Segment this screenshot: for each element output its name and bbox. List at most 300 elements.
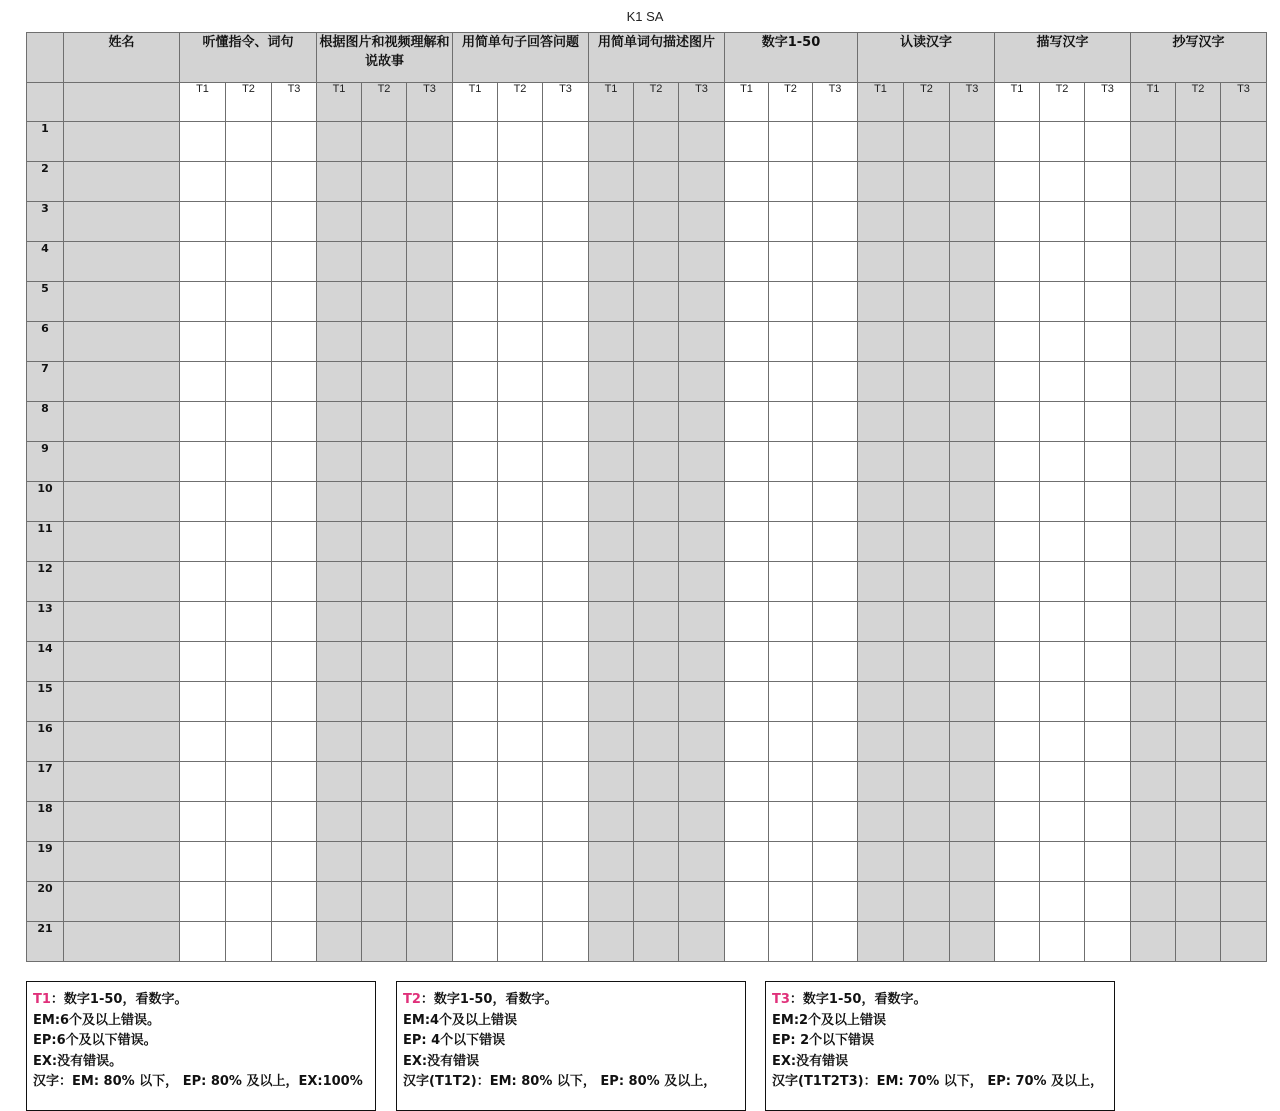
score-cell[interactable] (180, 202, 226, 242)
score-cell[interactable] (407, 122, 453, 162)
score-cell[interactable] (453, 802, 498, 842)
score-cell[interactable] (995, 282, 1040, 322)
score-cell[interactable] (1085, 242, 1131, 282)
score-cell[interactable] (226, 682, 272, 722)
score-cell[interactable] (407, 482, 453, 522)
score-cell[interactable] (180, 642, 226, 682)
score-cell[interactable] (317, 442, 362, 482)
score-cell[interactable] (498, 162, 543, 202)
score-cell[interactable] (904, 482, 950, 522)
score-cell[interactable] (769, 842, 813, 882)
score-cell[interactable] (543, 362, 589, 402)
student-name-cell[interactable] (64, 922, 180, 962)
score-cell[interactable] (407, 282, 453, 322)
score-cell[interactable] (589, 682, 634, 722)
score-cell[interactable] (317, 682, 362, 722)
score-cell[interactable] (725, 882, 769, 922)
score-cell[interactable] (904, 162, 950, 202)
score-cell[interactable] (543, 762, 589, 802)
score-cell[interactable] (1040, 762, 1085, 802)
score-cell[interactable] (543, 922, 589, 962)
score-cell[interactable] (904, 762, 950, 802)
score-cell[interactable] (543, 482, 589, 522)
score-cell[interactable] (813, 202, 858, 242)
score-cell[interactable] (769, 922, 813, 962)
score-cell[interactable] (1040, 322, 1085, 362)
score-cell[interactable] (226, 802, 272, 842)
score-cell[interactable] (1221, 242, 1267, 282)
score-cell[interactable] (589, 442, 634, 482)
score-cell[interactable] (1176, 402, 1221, 442)
score-cell[interactable] (453, 762, 498, 802)
score-cell[interactable] (950, 522, 995, 562)
score-cell[interactable] (589, 922, 634, 962)
score-cell[interactable] (634, 162, 679, 202)
score-cell[interactable] (362, 202, 407, 242)
score-cell[interactable] (1040, 122, 1085, 162)
score-cell[interactable] (1176, 122, 1221, 162)
score-cell[interactable] (995, 722, 1040, 762)
score-cell[interactable] (769, 242, 813, 282)
score-cell[interactable] (362, 242, 407, 282)
score-cell[interactable] (725, 842, 769, 882)
score-cell[interactable] (725, 562, 769, 602)
score-cell[interactable] (1221, 362, 1267, 402)
score-cell[interactable] (858, 602, 904, 642)
score-cell[interactable] (362, 162, 407, 202)
score-cell[interactable] (180, 402, 226, 442)
score-cell[interactable] (362, 282, 407, 322)
score-cell[interactable] (589, 162, 634, 202)
score-cell[interactable] (362, 402, 407, 442)
score-cell[interactable] (589, 282, 634, 322)
score-cell[interactable] (679, 882, 725, 922)
score-cell[interactable] (769, 442, 813, 482)
score-cell[interactable] (498, 442, 543, 482)
score-cell[interactable] (317, 482, 362, 522)
score-cell[interactable] (498, 882, 543, 922)
score-cell[interactable] (1131, 922, 1176, 962)
score-cell[interactable] (1221, 442, 1267, 482)
score-cell[interactable] (813, 282, 858, 322)
score-cell[interactable] (226, 282, 272, 322)
score-cell[interactable] (950, 922, 995, 962)
score-cell[interactable] (226, 202, 272, 242)
score-cell[interactable] (769, 642, 813, 682)
score-cell[interactable] (995, 922, 1040, 962)
score-cell[interactable] (226, 402, 272, 442)
score-cell[interactable] (769, 402, 813, 442)
student-name-cell[interactable] (64, 202, 180, 242)
score-cell[interactable] (498, 202, 543, 242)
score-cell[interactable] (453, 322, 498, 362)
score-cell[interactable] (813, 562, 858, 602)
score-cell[interactable] (1085, 562, 1131, 602)
score-cell[interactable] (407, 722, 453, 762)
score-cell[interactable] (453, 922, 498, 962)
score-cell[interactable] (634, 402, 679, 442)
score-cell[interactable] (362, 642, 407, 682)
score-cell[interactable] (813, 362, 858, 402)
score-cell[interactable] (226, 602, 272, 642)
score-cell[interactable] (813, 242, 858, 282)
score-cell[interactable] (272, 442, 317, 482)
score-cell[interactable] (589, 762, 634, 802)
score-cell[interactable] (543, 642, 589, 682)
student-name-cell[interactable] (64, 682, 180, 722)
score-cell[interactable] (679, 642, 725, 682)
score-cell[interactable] (995, 202, 1040, 242)
score-cell[interactable] (1040, 682, 1085, 722)
score-cell[interactable] (272, 842, 317, 882)
score-cell[interactable] (362, 882, 407, 922)
score-cell[interactable] (362, 682, 407, 722)
score-cell[interactable] (858, 122, 904, 162)
score-cell[interactable] (272, 602, 317, 642)
score-cell[interactable] (725, 322, 769, 362)
score-cell[interactable] (950, 402, 995, 442)
score-cell[interactable] (453, 722, 498, 762)
score-cell[interactable] (634, 362, 679, 402)
score-cell[interactable] (1085, 922, 1131, 962)
score-cell[interactable] (904, 842, 950, 882)
score-cell[interactable] (813, 642, 858, 682)
score-cell[interactable] (1176, 602, 1221, 642)
score-cell[interactable] (407, 362, 453, 402)
score-cell[interactable] (317, 202, 362, 242)
score-cell[interactable] (226, 842, 272, 882)
score-cell[interactable] (769, 682, 813, 722)
score-cell[interactable] (180, 362, 226, 402)
score-cell[interactable] (950, 602, 995, 642)
score-cell[interactable] (950, 842, 995, 882)
score-cell[interactable] (362, 322, 407, 362)
score-cell[interactable] (453, 162, 498, 202)
score-cell[interactable] (317, 922, 362, 962)
score-cell[interactable] (858, 922, 904, 962)
score-cell[interactable] (813, 842, 858, 882)
score-cell[interactable] (904, 122, 950, 162)
score-cell[interactable] (950, 322, 995, 362)
score-cell[interactable] (1131, 482, 1176, 522)
score-cell[interactable] (498, 322, 543, 362)
score-cell[interactable] (725, 602, 769, 642)
score-cell[interactable] (1085, 322, 1131, 362)
score-cell[interactable] (1221, 682, 1267, 722)
score-cell[interactable] (1176, 242, 1221, 282)
score-cell[interactable] (272, 802, 317, 842)
score-cell[interactable] (1085, 522, 1131, 562)
score-cell[interactable] (226, 322, 272, 362)
score-cell[interactable] (769, 162, 813, 202)
score-cell[interactable] (180, 722, 226, 762)
score-cell[interactable] (498, 402, 543, 442)
score-cell[interactable] (362, 762, 407, 802)
score-cell[interactable] (858, 162, 904, 202)
score-cell[interactable] (904, 602, 950, 642)
score-cell[interactable] (317, 362, 362, 402)
score-cell[interactable] (272, 162, 317, 202)
score-cell[interactable] (362, 122, 407, 162)
score-cell[interactable] (904, 322, 950, 362)
score-cell[interactable] (725, 402, 769, 442)
score-cell[interactable] (995, 122, 1040, 162)
score-cell[interactable] (1085, 442, 1131, 482)
score-cell[interactable] (995, 402, 1040, 442)
score-cell[interactable] (180, 282, 226, 322)
score-cell[interactable] (1221, 802, 1267, 842)
score-cell[interactable] (1085, 722, 1131, 762)
score-cell[interactable] (813, 162, 858, 202)
score-cell[interactable] (317, 162, 362, 202)
score-cell[interactable] (498, 842, 543, 882)
score-cell[interactable] (904, 722, 950, 762)
score-cell[interactable] (317, 282, 362, 322)
score-cell[interactable] (725, 202, 769, 242)
score-cell[interactable] (1085, 202, 1131, 242)
score-cell[interactable] (950, 682, 995, 722)
score-cell[interactable] (407, 522, 453, 562)
score-cell[interactable] (498, 682, 543, 722)
score-cell[interactable] (226, 362, 272, 402)
score-cell[interactable] (725, 442, 769, 482)
score-cell[interactable] (1131, 602, 1176, 642)
score-cell[interactable] (362, 922, 407, 962)
score-cell[interactable] (543, 442, 589, 482)
score-cell[interactable] (272, 642, 317, 682)
score-cell[interactable] (1176, 442, 1221, 482)
score-cell[interactable] (589, 602, 634, 642)
score-cell[interactable] (272, 922, 317, 962)
score-cell[interactable] (858, 842, 904, 882)
score-cell[interactable] (634, 802, 679, 842)
score-cell[interactable] (589, 242, 634, 282)
score-cell[interactable] (1085, 882, 1131, 922)
score-cell[interactable] (725, 922, 769, 962)
score-cell[interactable] (272, 362, 317, 402)
score-cell[interactable] (407, 322, 453, 362)
score-cell[interactable] (725, 482, 769, 522)
score-cell[interactable] (589, 482, 634, 522)
score-cell[interactable] (634, 122, 679, 162)
student-name-cell[interactable] (64, 402, 180, 442)
student-name-cell[interactable] (64, 282, 180, 322)
score-cell[interactable] (725, 762, 769, 802)
score-cell[interactable] (453, 562, 498, 602)
score-cell[interactable] (813, 922, 858, 962)
score-cell[interactable] (543, 402, 589, 442)
score-cell[interactable] (1176, 562, 1221, 602)
score-cell[interactable] (904, 802, 950, 842)
score-cell[interactable] (679, 202, 725, 242)
score-cell[interactable] (769, 722, 813, 762)
score-cell[interactable] (589, 202, 634, 242)
score-cell[interactable] (1176, 282, 1221, 322)
score-cell[interactable] (1085, 762, 1131, 802)
score-cell[interactable] (1040, 562, 1085, 602)
score-cell[interactable] (904, 922, 950, 962)
score-cell[interactable] (1131, 642, 1176, 682)
score-cell[interactable] (769, 762, 813, 802)
score-cell[interactable] (498, 362, 543, 402)
score-cell[interactable] (634, 202, 679, 242)
score-cell[interactable] (858, 242, 904, 282)
score-cell[interactable] (272, 402, 317, 442)
score-cell[interactable] (858, 282, 904, 322)
score-cell[interactable] (1131, 282, 1176, 322)
student-name-cell[interactable] (64, 722, 180, 762)
score-cell[interactable] (813, 682, 858, 722)
score-cell[interactable] (634, 562, 679, 602)
score-cell[interactable] (679, 722, 725, 762)
student-name-cell[interactable] (64, 802, 180, 842)
score-cell[interactable] (1131, 442, 1176, 482)
score-cell[interactable] (950, 642, 995, 682)
score-cell[interactable] (407, 202, 453, 242)
score-cell[interactable] (1176, 762, 1221, 802)
score-cell[interactable] (1085, 282, 1131, 322)
score-cell[interactable] (407, 882, 453, 922)
score-cell[interactable] (589, 562, 634, 602)
score-cell[interactable] (904, 522, 950, 562)
score-cell[interactable] (950, 562, 995, 602)
score-cell[interactable] (1221, 522, 1267, 562)
score-cell[interactable] (725, 362, 769, 402)
score-cell[interactable] (453, 242, 498, 282)
score-cell[interactable] (679, 402, 725, 442)
student-name-cell[interactable] (64, 362, 180, 402)
score-cell[interactable] (407, 762, 453, 802)
score-cell[interactable] (634, 762, 679, 802)
score-cell[interactable] (498, 602, 543, 642)
score-cell[interactable] (317, 242, 362, 282)
score-cell[interactable] (543, 802, 589, 842)
score-cell[interactable] (362, 562, 407, 602)
score-cell[interactable] (226, 922, 272, 962)
score-cell[interactable] (725, 802, 769, 842)
student-name-cell[interactable] (64, 562, 180, 602)
score-cell[interactable] (272, 202, 317, 242)
score-cell[interactable] (317, 122, 362, 162)
score-cell[interactable] (813, 442, 858, 482)
score-cell[interactable] (950, 762, 995, 802)
score-cell[interactable] (1176, 682, 1221, 722)
score-cell[interactable] (634, 242, 679, 282)
score-cell[interactable] (226, 482, 272, 522)
score-cell[interactable] (858, 802, 904, 842)
score-cell[interactable] (725, 522, 769, 562)
score-cell[interactable] (498, 122, 543, 162)
score-cell[interactable] (995, 802, 1040, 842)
score-cell[interactable] (679, 562, 725, 602)
score-cell[interactable] (407, 922, 453, 962)
score-cell[interactable] (634, 722, 679, 762)
score-cell[interactable] (362, 722, 407, 762)
score-cell[interactable] (1221, 722, 1267, 762)
score-cell[interactable] (272, 242, 317, 282)
score-cell[interactable] (634, 922, 679, 962)
score-cell[interactable] (1131, 522, 1176, 562)
score-cell[interactable] (543, 682, 589, 722)
score-cell[interactable] (1176, 162, 1221, 202)
score-cell[interactable] (226, 522, 272, 562)
score-cell[interactable] (813, 722, 858, 762)
score-cell[interactable] (858, 482, 904, 522)
score-cell[interactable] (679, 162, 725, 202)
score-cell[interactable] (769, 202, 813, 242)
score-cell[interactable] (1085, 642, 1131, 682)
score-cell[interactable] (1085, 162, 1131, 202)
score-cell[interactable] (180, 482, 226, 522)
score-cell[interactable] (453, 482, 498, 522)
score-cell[interactable] (995, 882, 1040, 922)
score-cell[interactable] (679, 362, 725, 402)
score-cell[interactable] (317, 562, 362, 602)
score-cell[interactable] (589, 882, 634, 922)
score-cell[interactable] (226, 242, 272, 282)
score-cell[interactable] (1221, 762, 1267, 802)
score-cell[interactable] (1176, 642, 1221, 682)
score-cell[interactable] (995, 442, 1040, 482)
score-cell[interactable] (1131, 842, 1176, 882)
score-cell[interactable] (180, 442, 226, 482)
score-cell[interactable] (679, 602, 725, 642)
score-cell[interactable] (272, 282, 317, 322)
score-cell[interactable] (1085, 362, 1131, 402)
score-cell[interactable] (453, 842, 498, 882)
score-cell[interactable] (226, 162, 272, 202)
score-cell[interactable] (904, 442, 950, 482)
score-cell[interactable] (725, 162, 769, 202)
score-cell[interactable] (1040, 482, 1085, 522)
score-cell[interactable] (813, 802, 858, 842)
score-cell[interactable] (813, 522, 858, 562)
score-cell[interactable] (1221, 162, 1267, 202)
score-cell[interactable] (950, 802, 995, 842)
score-cell[interactable] (589, 402, 634, 442)
score-cell[interactable] (543, 122, 589, 162)
score-cell[interactable] (950, 202, 995, 242)
score-cell[interactable] (226, 442, 272, 482)
score-cell[interactable] (950, 722, 995, 762)
score-cell[interactable] (453, 522, 498, 562)
score-cell[interactable] (543, 562, 589, 602)
score-cell[interactable] (858, 642, 904, 682)
score-cell[interactable] (725, 682, 769, 722)
score-cell[interactable] (1176, 522, 1221, 562)
score-cell[interactable] (950, 442, 995, 482)
score-cell[interactable] (498, 762, 543, 802)
score-cell[interactable] (362, 842, 407, 882)
score-cell[interactable] (1221, 922, 1267, 962)
score-cell[interactable] (1131, 562, 1176, 602)
score-cell[interactable] (362, 522, 407, 562)
score-cell[interactable] (498, 802, 543, 842)
score-cell[interactable] (904, 362, 950, 402)
score-cell[interactable] (1131, 722, 1176, 762)
score-cell[interactable] (634, 602, 679, 642)
score-cell[interactable] (272, 722, 317, 762)
score-cell[interactable] (498, 642, 543, 682)
score-cell[interactable] (272, 482, 317, 522)
score-cell[interactable] (634, 642, 679, 682)
score-cell[interactable] (950, 482, 995, 522)
score-cell[interactable] (498, 922, 543, 962)
score-cell[interactable] (679, 482, 725, 522)
score-cell[interactable] (904, 242, 950, 282)
score-cell[interactable] (317, 402, 362, 442)
score-cell[interactable] (950, 162, 995, 202)
